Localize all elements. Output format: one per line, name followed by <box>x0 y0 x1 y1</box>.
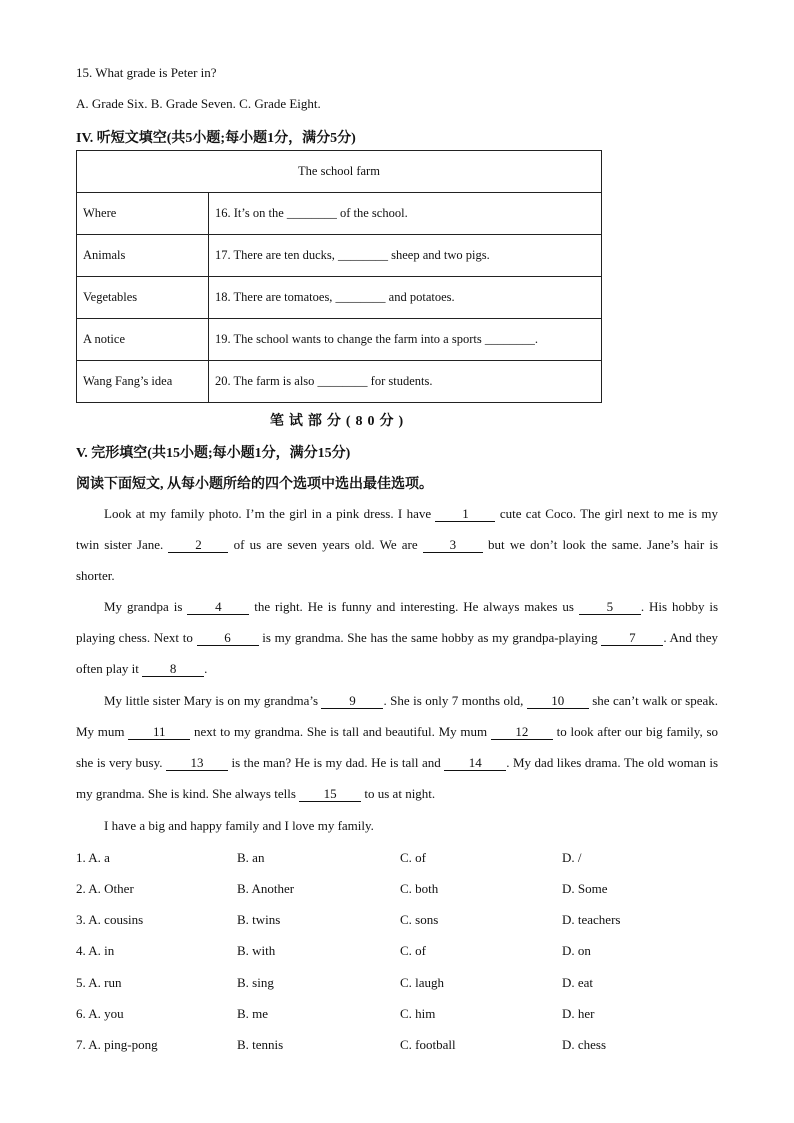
table-row <box>77 319 602 361</box>
blank-1: 1 <box>435 507 495 522</box>
row-label: A notice <box>77 319 209 361</box>
table-row <box>77 235 602 277</box>
cloze-paragraph-4: I have a big and happy family and I love my family. <box>104 818 374 833</box>
blank-15: 15 <box>299 787 361 802</box>
table-row <box>77 193 602 235</box>
blank-13: 13 <box>166 756 228 771</box>
row-content: 18. There are tomatoes, ________ and potatoes. <box>209 277 602 319</box>
row-label: Where <box>77 193 209 235</box>
blank-12: 12 <box>491 725 553 740</box>
question-15: 15. What grade is Peter in? <box>76 65 217 80</box>
cloze-paragraph-1: Look at my family photo. I’m the girl in a pink dress. I have 1 cute cat Coco. The girl next to me is my twin sister Jane. 2 of us are seven years old. We are 3 but we don’t look the same. Jane’s hair is shorter. <box>76 506 719 583</box>
blank-9: 9 <box>321 694 383 709</box>
section-5-instruction: 阅读下面短文, 从每小题所给的四个选项中选出最佳选项。 <box>76 477 433 492</box>
blank-8: 8 <box>142 662 204 677</box>
row-label: Animals <box>77 235 209 277</box>
row-content: 16. It’s on the ________ of the school. <box>209 193 602 235</box>
table-row <box>77 361 602 403</box>
blank-2: 2 <box>168 538 228 553</box>
blank-11: 11 <box>128 725 190 740</box>
school-farm-table <box>76 150 602 403</box>
row-content: 20. The farm is also ________ for students. <box>209 361 602 403</box>
blank-10: 10 <box>527 694 589 709</box>
blank-5: 5 <box>579 600 641 615</box>
cloze-paragraph-3: My little sister Mary is on my grandma’s 9 . She is only 7 months old, 10 she can’t walk or speak. My mum 11 next to my grandma. She is tall and beautiful. My mum 12 to look after our big family, so she is very busy. 13 is the man? He is my dad. He is tall and 14 . My dad likes drama. The old woman is my grandma. She is kind. She always tells 15 to us at night. <box>76 693 719 801</box>
section-5-heading: V. 完形填空(共15小题;每小题1分，满分15分) <box>76 446 351 461</box>
row-label: Vegetables <box>77 277 209 319</box>
row-content: 17. There are ten ducks, ________ sheep and two pigs. <box>209 235 602 277</box>
section-4-heading: IV. 听短文填空(共5小题;每小题1分，满分5分) <box>76 131 356 146</box>
written-part-title: 笔试部分(80分) <box>269 414 409 429</box>
blank-3: 3 <box>423 538 483 553</box>
table-title: The school farm <box>77 151 602 193</box>
row-content: 19. The school wants to change the farm into a sports ________. <box>209 319 602 361</box>
blank-7: 7 <box>601 631 663 646</box>
blank-6: 6 <box>197 631 259 646</box>
blank-4: 4 <box>187 600 249 615</box>
blank-14: 14 <box>444 756 506 771</box>
row-label: Wang Fang’s idea <box>77 361 209 403</box>
table-row <box>77 277 602 319</box>
question-15-options: A. Grade Six. B. Grade Seven. C. Grade Eight. <box>76 96 321 111</box>
cloze-paragraph-2: My grandpa is 4 the right. He is funny and interesting. He always makes us 5 . His hobby is playing chess. Next to 6 is my grandma. She has the same hobby as my grandpa-playing 7 . And they often play it 8 . <box>76 599 719 676</box>
